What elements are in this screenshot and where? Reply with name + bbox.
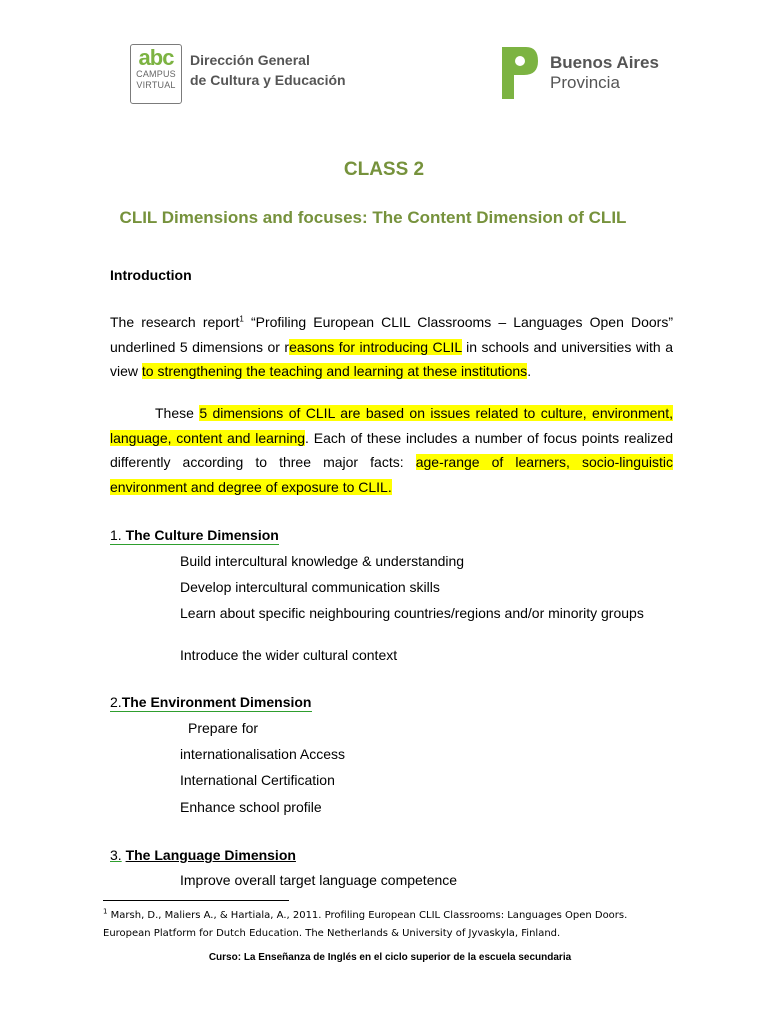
page-footer: Curso: La Enseñanza de Inglés en el ciclo superior de la escuela secundaria bbox=[208, 952, 572, 963]
intro-heading: Introduction bbox=[110, 267, 192, 283]
highlight: easons for introducing CLIL bbox=[289, 338, 462, 355]
footnote: $^1$ Marsh, D., Maliers A., & Hartiala, A., 2011. Profiling European CLIL Classrooms: Languages Open Doors. European Platform for Dutch Education. The Netherlands & University of Jyvaskyla, Finland. bbox=[103, 907, 628, 939]
abc-logo-text: abc bbox=[138, 45, 174, 70]
list-item: Learn about specific neighbouring countries/regions and/or minority groups bbox=[180, 605, 644, 621]
list-item: Prepare for bbox=[188, 720, 259, 736]
buenos-aires-shield-icon bbox=[500, 45, 538, 101]
page-header bbox=[0, 0, 768, 120]
highlight: 5 dimensions of CLIL are based on issues related to culture, environment, language, content and learning bbox=[110, 405, 673, 446]
footnote-ref: 1 bbox=[239, 314, 244, 324]
list-item: Build intercultural knowledge & understanding bbox=[180, 553, 465, 569]
intro-paragraph-2: These 5 dimensions of CLIL are based on issues related to culture, environment, language, content and learning. Each of these includes a number of focus points realized differently according to three major facts: age-range of learners, socio-linguistic environment and degree of exposure to CLIL. bbox=[110, 405, 673, 495]
ba-line2: Provincia bbox=[550, 73, 620, 92]
footnote-divider bbox=[103, 900, 289, 901]
page-title: CLASS 2 bbox=[343, 159, 425, 180]
buenos-aires-logo-text bbox=[550, 53, 659, 93]
list-item: Improve overall target language competence bbox=[180, 872, 458, 888]
abc-logo-line1: CAMPUS bbox=[136, 69, 176, 79]
list-item: Develop intercultural communication skills bbox=[180, 579, 440, 595]
intro-paragraph-1: The research report$^1$ “Profiling European CLIL Classrooms – Languages Open Doors” underlined 5 dimensions or reasons for introducing CLIL in schools and universities with a view to strengthening the teaching and learning at these institutions. bbox=[110, 314, 673, 379]
highlight: age-range of learners, socio-linguistic environment and degree of exposure to CLIL. bbox=[110, 454, 673, 495]
highlight: to strengthening the teaching and learning at these institutions bbox=[141, 363, 528, 379]
section-heading-environment: 2.The Environment Dimension bbox=[110, 694, 312, 710]
list-item: internationalisation Access bbox=[180, 746, 345, 762]
list-item: International Certification bbox=[180, 772, 335, 788]
list-item: Introduce the wider cultural context bbox=[180, 647, 398, 663]
dg-line2: de Cultura y Educación bbox=[190, 72, 346, 88]
dg-line1: Dirección General bbox=[190, 52, 310, 68]
section-heading-language: 3. The Language Dimension bbox=[110, 847, 296, 863]
list-item: Enhance school profile bbox=[180, 799, 322, 815]
section-heading-culture: 1. The Culture Dimension bbox=[110, 527, 279, 543]
page-subtitle: CLIL Dimensions and focuses: The Content Dimension of CLIL bbox=[119, 208, 627, 227]
abc-campus-virtual-logo bbox=[130, 44, 182, 104]
direccion-general-logo-text bbox=[190, 50, 346, 90]
ba-line1: Buenos Aires bbox=[550, 53, 659, 72]
abc-logo-line2: VIRTUAL bbox=[136, 80, 176, 90]
